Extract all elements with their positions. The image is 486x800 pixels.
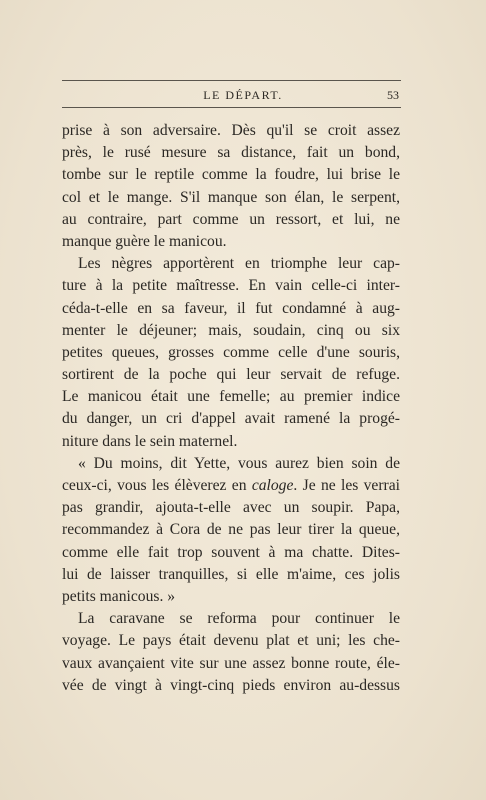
text-line: ture à la petite maîtresse. En vain celle-ci inter- (62, 277, 400, 295)
text-line: menter le déjeuner; mais, soudain, cinq ou six (62, 321, 400, 339)
page-number: 53 (387, 88, 399, 102)
text-line: vée de vingt à vingt-cinq pieds environ au-dessus (62, 676, 400, 694)
running-head-title: LE DÉPART. (203, 88, 283, 102)
text-line: sortirent de la poche qui leur servait de refuge. (62, 366, 400, 384)
text-line: petites queues, grosses comme celle d'une souris, (62, 343, 400, 361)
text-line: au contraire, part comme un ressort, et lui, ne (62, 210, 400, 228)
text-line: Le manicou était une femelle; au premier indice (62, 388, 400, 406)
text-line: vaux avançaient vite sur une assez bonne route, éle- (62, 654, 400, 672)
text-line: col et le mange. S'il manque son élan, le serpent, (62, 188, 400, 206)
text-line: recommandez à Cora de ne pas leur tirer la queue, (62, 521, 400, 539)
text-line: niture dans le sein maternel. (62, 432, 238, 450)
text-line: La caravane se reforma pour continuer le (78, 610, 400, 628)
text-line: près, le rusé mesure sa distance, fait un bond, (62, 144, 400, 162)
text-line: ceux-ci, vous les élèverez en caloge. Je ne les verrai (62, 477, 400, 494)
text-line: lui de laisser tranquilles, si elle m'aime, ces jolis (62, 565, 400, 583)
text-line: tombe sur le reptile comme la foudre, lui brise le (62, 166, 400, 184)
header-rule-bottom (62, 107, 401, 108)
text-line: prise à son adversaire. Dès qu'il se croit assez (62, 122, 400, 139)
text-line: petits manicous. » (62, 587, 176, 605)
text-line: céda-t-elle en sa faveur, il fut condamné à aug- (62, 299, 400, 317)
text-line: du danger, un cri d'appel avait ramené la progé- (62, 410, 400, 428)
text-line: « Du moins, dit Yette, vous aurez bien soin de (78, 454, 400, 472)
text-line: Les nègres apportèrent en triomphe leur cap- (78, 255, 400, 273)
text-line: comme elle fait trop souvent à ma chatte. Dites- (62, 543, 400, 561)
body-text (62, 120, 400, 697)
text-line: voyage. Le pays était devenu plat et uni; les che- (62, 632, 400, 650)
header-rule-top (62, 80, 401, 81)
text-line: manque guère le manicou. (62, 232, 227, 250)
text-line: pas grandir, ajouta-t-elle avec un soupir. Papa, (62, 499, 400, 517)
